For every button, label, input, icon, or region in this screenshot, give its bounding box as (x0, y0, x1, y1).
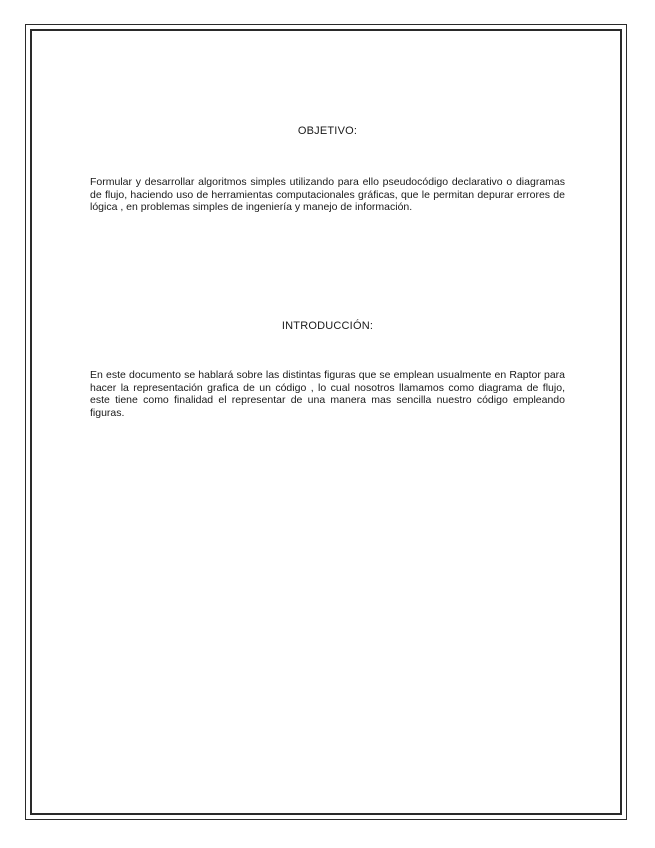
objetivo-heading: OBJETIVO: (297, 125, 358, 137)
objetivo-paragraph: Formular y desarrollar algoritmos simples utilizando para ello pseudocódigo declarativo o diagramas de flujo, haciendo uso de herramientas computacionales gráficas, que le permitan depurar errores de lógica , en problemas simples de ingeniería y manejo de información. (90, 176, 565, 213)
introduccion-paragraph: En este documento se hablará sobre las distintas figuras que se emplean usualmente en Raptor para hacer la representación grafica de un código , lo cual nosotros llamamos como diagrama de flujo, este tiene como finalidad el representar de una manera mas sencilla nuestro código empleando figuras. (90, 369, 565, 419)
introduccion-heading: INTRODUCCIÓN: (281, 320, 374, 332)
page-border-inner (30, 29, 622, 815)
